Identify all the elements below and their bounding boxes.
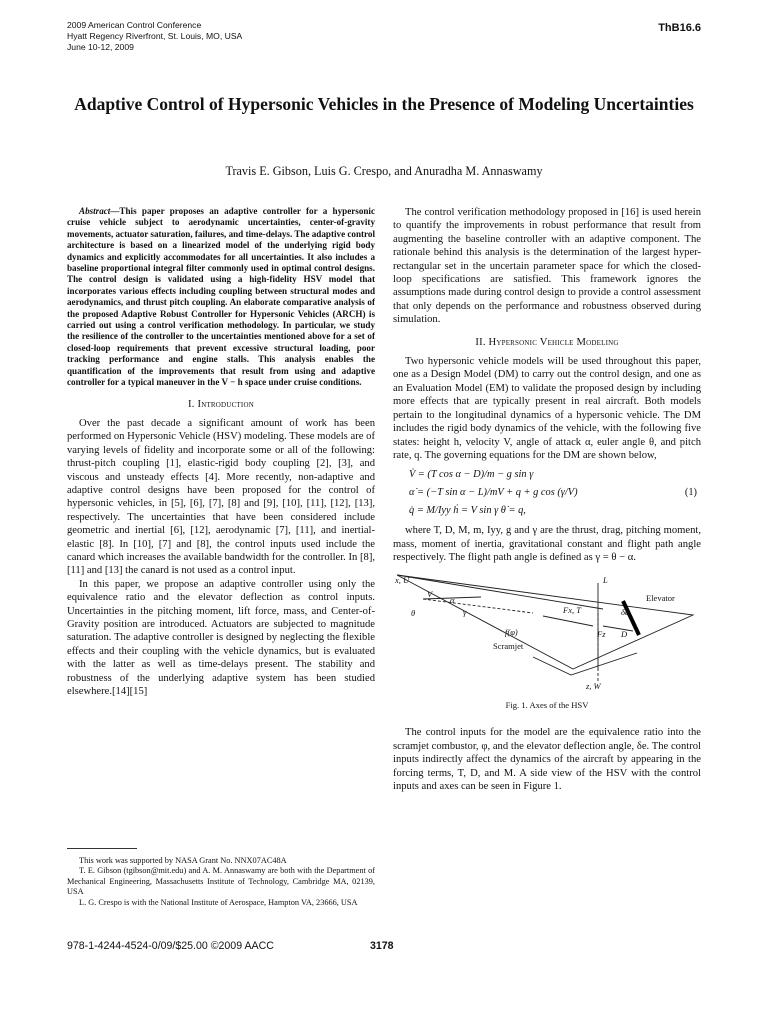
figure-hsv-axes xyxy=(393,571,701,695)
equation-alpha: α̇ = (−T sin α − L)/mV + q + g cos (γ/V) xyxy=(409,487,578,499)
drag-label: D xyxy=(621,628,628,639)
drag-vector-line xyxy=(603,626,633,631)
vehicle-body-outline xyxy=(397,575,693,669)
footnote-rule xyxy=(67,848,137,849)
footnote-affiliation-nia: L. G. Crespo is with the National Institute of Aerospace, Hampton VA, 23666, USA xyxy=(79,897,358,907)
footnotes xyxy=(67,856,375,908)
equation-block xyxy=(393,466,701,520)
equation-pitch: q̇ = M/Iyy ḣ = V sin γ θ̇ = q, xyxy=(409,505,526,517)
z-axis-label: z, W xyxy=(586,680,601,691)
thrust-label: Fx, T xyxy=(563,604,581,615)
isbn-footer: 978-1-4244-4524-0/09/$25.00 ©2009 AACC xyxy=(67,940,274,952)
paper-authors: Travis E. Gibson, Luis G. Crespo, and Anuradha M. Annaswamy xyxy=(225,164,543,178)
left-column xyxy=(67,206,375,698)
delta-label: δe xyxy=(621,606,629,617)
alpha-label: α xyxy=(450,594,455,605)
figure-caption: Fig. 1. Axes of the HSV xyxy=(505,699,589,710)
abstract xyxy=(67,206,375,389)
section-heading-introduction: I. Introduction xyxy=(188,398,254,410)
footnote-funding: This work was supported by NASA Grant No. NNX07AC48A xyxy=(79,856,287,865)
control-inputs-paragraph: The control inputs for the model are the equivalence ratio into the scramjet combustor, φ, and the elevator deflection angle, δe. The control inputs indirectly affect the dynamics of the aircraft by appearing in the forcing terms, T, D, and M. A side view of the HSV with the control inputs and axes can be seen in Figure 1. xyxy=(393,727,701,792)
page-number: 3178 xyxy=(370,940,394,952)
x-axis-label: x, U xyxy=(395,574,410,585)
modeling-paragraph: Two hypersonic vehicle models will be used throughout this paper, one as a Design Model (DM) to carry out the control design, and one as an Evaluation Model (EM) to validate the proposed design by including more effects that are typically present in real aircraft. Both models pertain to the longitudinal dynamics of a hypersonic vehicle. The DM includes the rigid body dynamics of the vehicle, with the following five states: height h, velocity V, angle of attack α, euler angle θ, and pitch rate, q. The governing equations for the DM are shown below, xyxy=(393,356,701,461)
paper-title: Adaptive Control of Hypersonic Vehicles in the Presence of Modeling Uncertainties xyxy=(74,94,694,114)
velocity-label: V xyxy=(427,588,433,599)
conference-header xyxy=(67,20,242,53)
equation-number: (1) xyxy=(684,487,697,499)
equation-velocity: V̇ = (T cos α − D)/m − g sin γ xyxy=(409,469,534,481)
gamma-label: γ xyxy=(463,606,467,617)
intro-paragraph-1: Over the past decade a significant amount of work has been performed on Hypersonic Vehicle (HSV) modeling. These models are of varying levels of fidelity and incorporate some or all of the following: thrust-pitch coupling [1], elastic-rigid body coupling [2], [3], and viscous and unsteady effects [4]. More recently, non-adaptive and adaptive control designs have been proposed for the control of hypersonic vehicles, in [5], [6], [7], [8] and [9], [10], [11], [12], [13], respectively. The uncertainties that have been considered include geometric and inertial [6], [12], aerodynamic [7], [11], and inertial-elastic [8]. In [10], [7] and [8], the control inputs used include the canard which increases the available bandwidth for the controller. In [8], [11] and [13] the canard is not used as a control input. xyxy=(67,417,375,577)
right-column xyxy=(393,206,701,793)
intro-paragraph-2: In this paper, we propose an adaptive controller using only the equivalence ratio and the elevator deflection as control inputs. Uncertainties in the pitching moment, lift force, mass, and Center-of-Gravity position are introduced. Actuators are subjected to magnitude saturation. The adaptive controller is designed by neglecting the flexible effects and their coupling with the vehicle dynamics, but is evaluated with the latter as well as time-delays present. The stability and robustness of the underlying adaptive system has been studied elsewhere.[14][15] xyxy=(67,578,375,698)
session-code: ThB16.6 xyxy=(658,22,701,34)
abstract-label: Abstract— xyxy=(79,206,120,216)
conference-dates: June 10-12, 2009 xyxy=(67,42,134,52)
hsv-diagram xyxy=(393,571,701,691)
abstract-text: This paper proposes an adaptive controller for a hypersonic cruise vehicle subject to aerodynamic uncertainties, center-of-gravity movements, actuator saturation, failures, and time-delays. The adaptive control architecture is based on a linearized model of the underlying rigid body dynamics and explicitly accommodates for all uncertainties. It also includes a baseline proportional integral filter commonly used in optimal control designs. The control design is validated using a high-fidelity HSV model that incorporates various effects including coupling between structural modes and aerodynamics, and thrust pitch coupling. An elaborate comparative analysis of the proposed Adaptive Robust Controller for Hypersonic Vehicles (ARCH) is carried out using a control verification methodology. In particular, we study the resilience of the controller to the uncertainties mentioned above for a set of closed-loop requirements that prevent excessive structural loading, poor tracking performance and engine stalls. This analysis enables the quantification of the improvements that result from using and adaptive controller for a typical maneuver in the V − h space under cruise conditions. xyxy=(67,206,375,388)
right-paragraph-1: The control verification methodology proposed in [16] is used herein to quantify the improvements in robust performance that result from augmenting the baseline controller with an adaptive component. The rationale behind this analysis is the determination of the largest hyper-rectangular set in the uncertain parameter space for which the closed-loop specifications are satisfied. This framework ignores the assumptions made during control design to provide a control assessment that only depends on the performance and robustness observed during simulation. xyxy=(393,207,701,326)
footnote-affiliation-mit: T. E. Gibson (tgibson@mit.edu) and A. M. Annaswamy are both with the Department of Mechanical Engineering, Massachusetts Institute of Technology, Cambridge MA, 02139, USA xyxy=(67,866,375,897)
phi-label: f(φ) xyxy=(505,626,518,637)
lift-label: L xyxy=(603,574,608,585)
fz-label: Fz xyxy=(597,628,606,639)
section-heading-modeling: II. Hypersonic Vehicle Modeling xyxy=(475,336,619,348)
thrust-vector-line xyxy=(543,616,593,626)
variables-paragraph: where T, D, M, m, Iyy, g and γ are the thrust, drag, pitching moment, mass, moment of inertia, gravitational constant and flight path angle respectively. The flight path angle is defined as γ = θ − α. xyxy=(393,525,701,564)
conference-name: 2009 American Control Conference xyxy=(67,20,202,30)
scramjet-label: Scramjet xyxy=(493,640,524,651)
theta-label: θ xyxy=(411,607,416,618)
horizontal-reference-line xyxy=(423,599,533,613)
elevator-label: Elevator xyxy=(646,592,675,603)
conference-venue: Hyatt Regency Riverfront, St. Louis, MO, USA xyxy=(67,31,243,41)
